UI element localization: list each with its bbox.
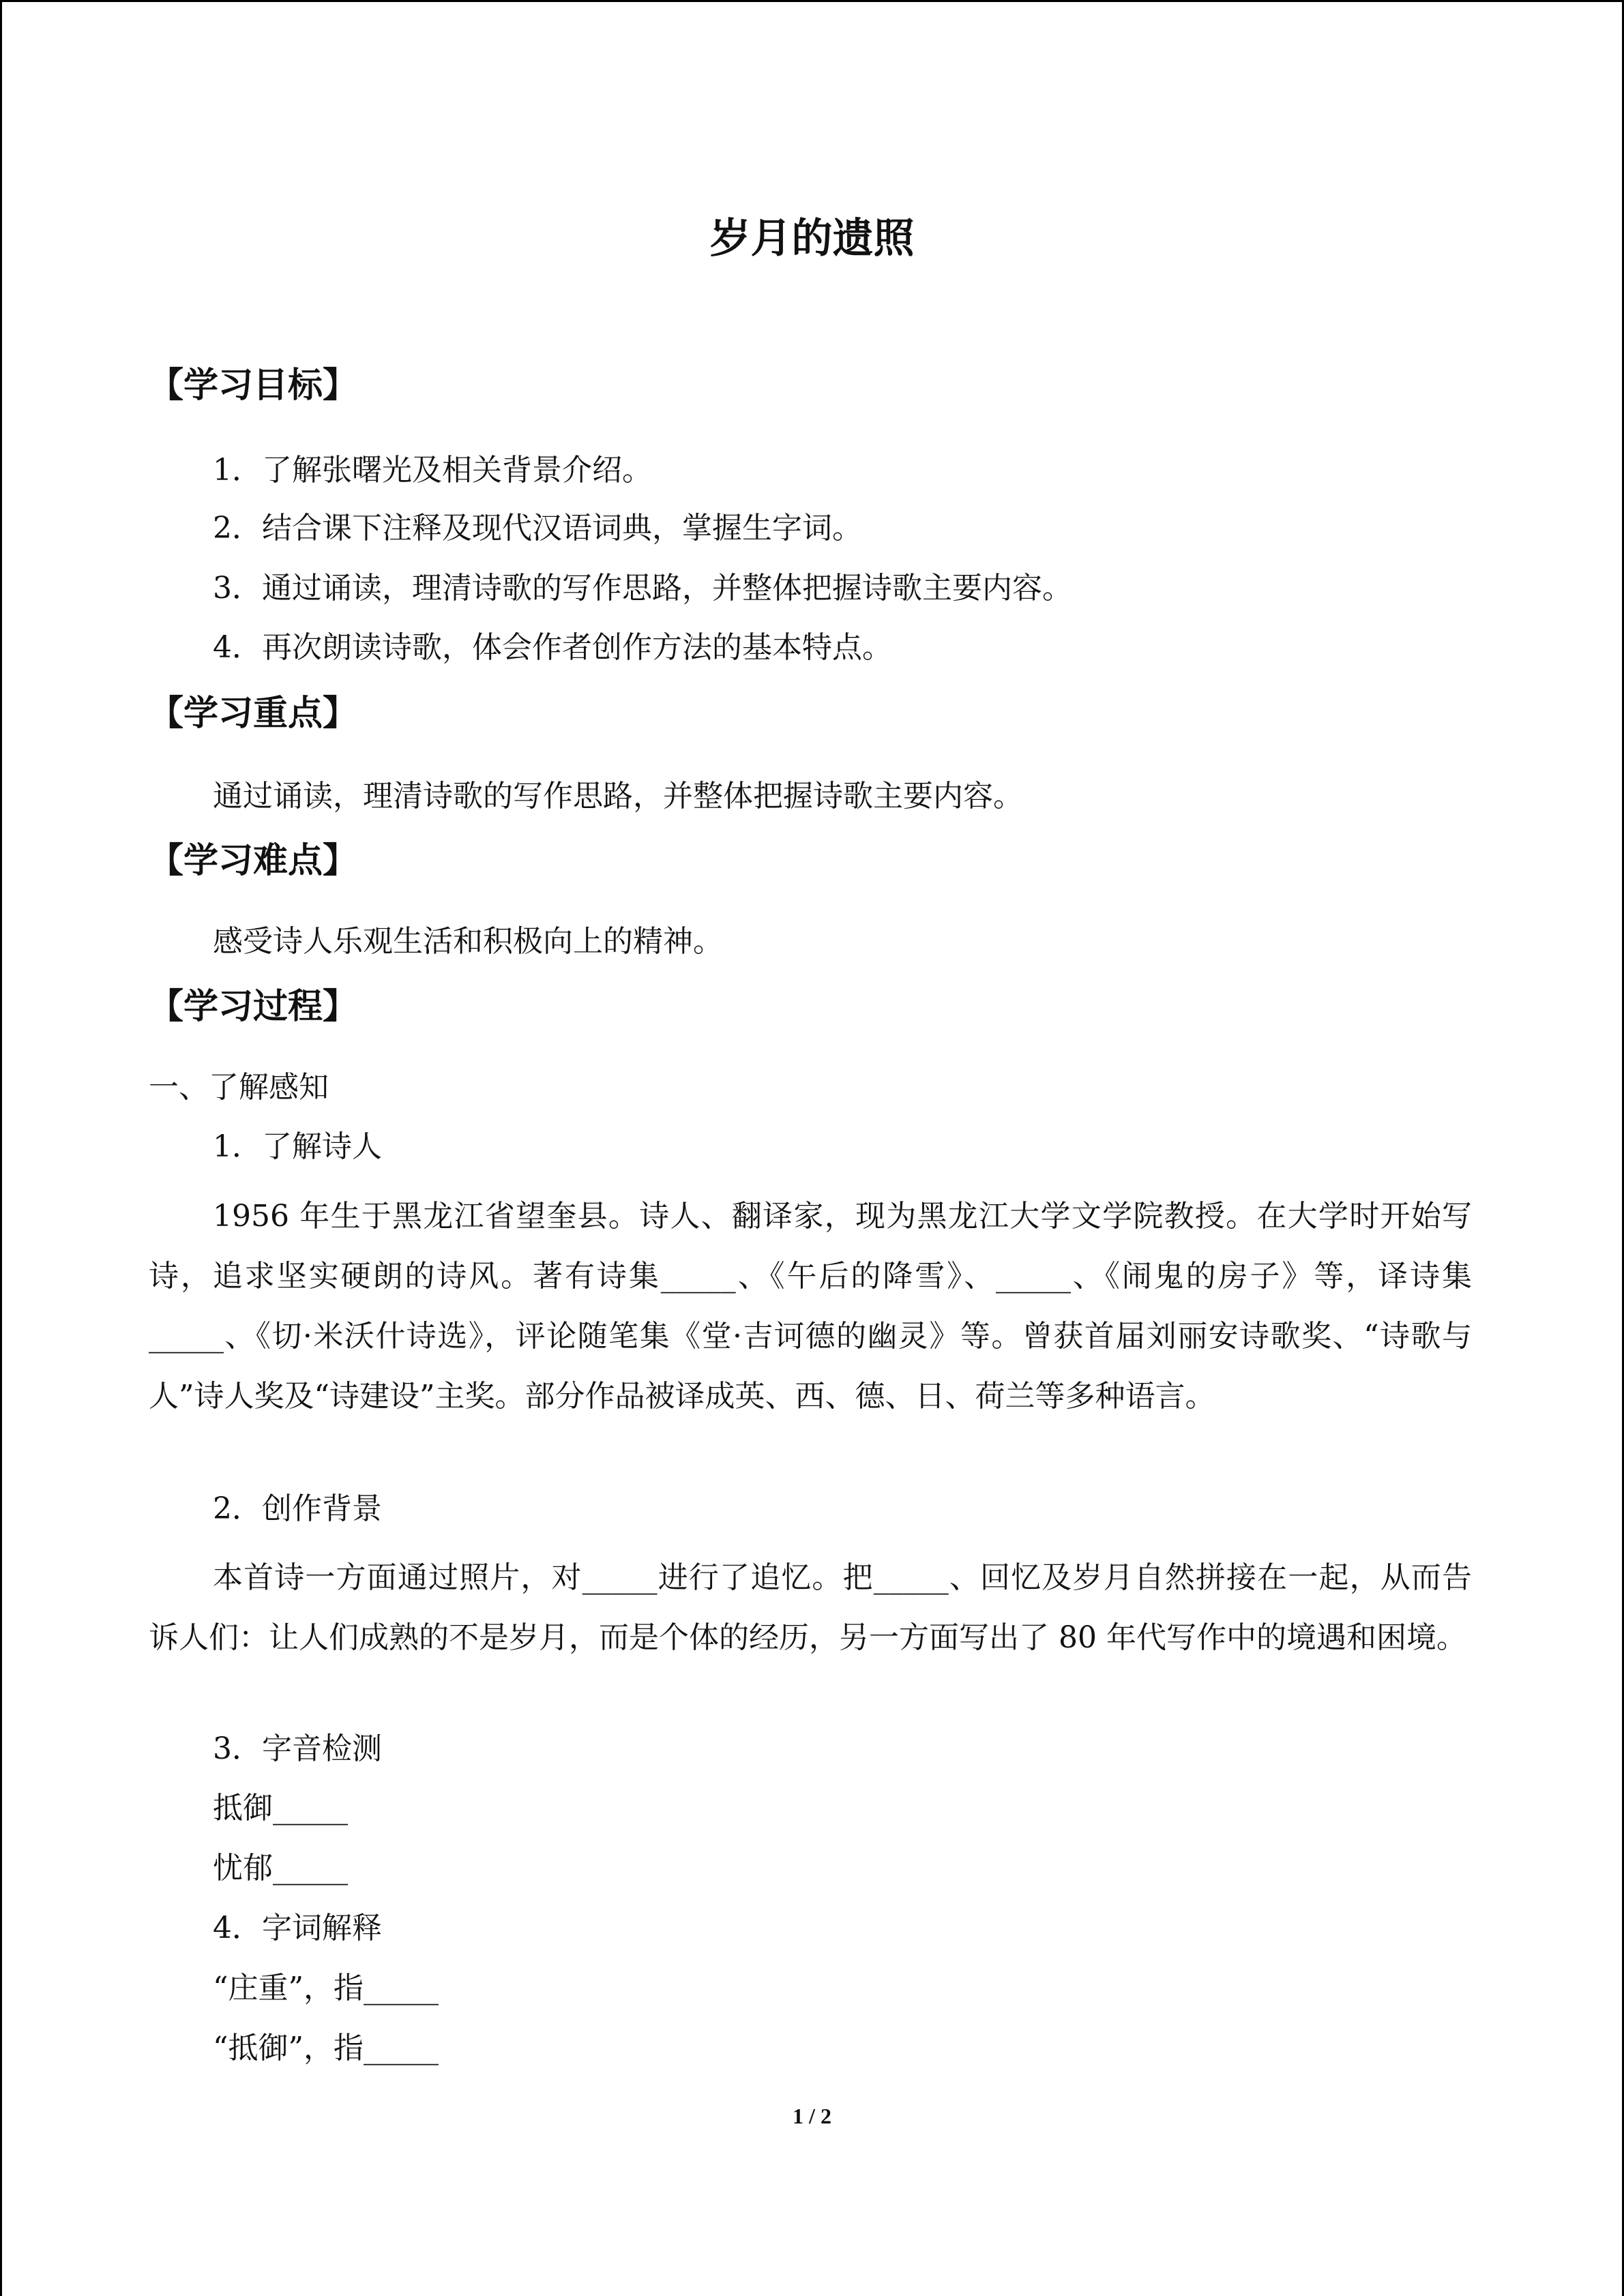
objective-item: 3．通过诵读，理清诗歌的写作思路，并整体把握诗歌主要内容。 <box>213 571 1072 606</box>
page-title: 岁月的遗照 <box>709 215 915 263</box>
poet-heading: 1．了解诗人 <box>213 1129 382 1164</box>
objective-item: 4．再次朗读诗歌，体会作者创作方法的基本特点。 <box>213 630 892 665</box>
vocab-heading: 4．字词解释 <box>213 1911 382 1945</box>
difficulties-text: 感受诗人乐观生活和积极向上的精神。 <box>213 924 723 959</box>
pronunciation-heading: 3．字音检测 <box>213 1731 382 1766</box>
vocab-item: “抵御”，指_____ <box>213 2031 439 2066</box>
background-paragraph: 本首诗一方面通过照片，对_____进行了追忆。把_____、回忆及岁月自然拼接在一起，从而告诉人们：让人们成熟的不是岁月，而是个体的经历，另一方面写出了 80 年代写作中的境遇和困境。 <box>149 1560 1472 1655</box>
objectives-heading: 【学习目标】 <box>149 366 358 406</box>
objective-item: 2．结合课下注释及现代汉语词典，掌握生字词。 <box>213 511 862 546</box>
difficulties-heading: 【学习难点】 <box>149 841 358 881</box>
pronunciation-item: 抵御_____ <box>213 1791 348 1825</box>
process-heading: 【学习过程】 <box>149 987 358 1027</box>
key-points-heading: 【学习重点】 <box>149 694 358 734</box>
objective-item: 1．了解张曙光及相关背景介绍。 <box>213 453 652 488</box>
pronunciation-item: 忧郁_____ <box>213 1851 348 1885</box>
background-heading: 2．创作背景 <box>213 1491 382 1526</box>
key-points-text: 通过诵读，理清诗歌的写作思路，并整体把握诗歌主要内容。 <box>213 779 1023 814</box>
vocab-item: “庄重”，指_____ <box>213 1971 439 2006</box>
poet-paragraph: 1956 年生于黑龙江省望奎县。诗人、翻译家，现为黑龙江大学文学院教授。在大学时开始写诗，追求坚实硬朗的诗风。著有诗集_____、《午后的降雪》、_____、《闹鬼的房子》等，译诗集_____、《切·米沃什诗选》，评论随笔集《堂·吉诃德的幽灵》等。曾获首届刘丽安诗歌奖、“诗歌与人”诗人奖及“诗建设”主奖。部分作品被译成英、西、德、日、荷兰等多种语言。 <box>149 1199 1472 1414</box>
page-number: 1 / 2 <box>793 2104 831 2128</box>
part1-title: 一、了解感知 <box>149 1070 329 1105</box>
